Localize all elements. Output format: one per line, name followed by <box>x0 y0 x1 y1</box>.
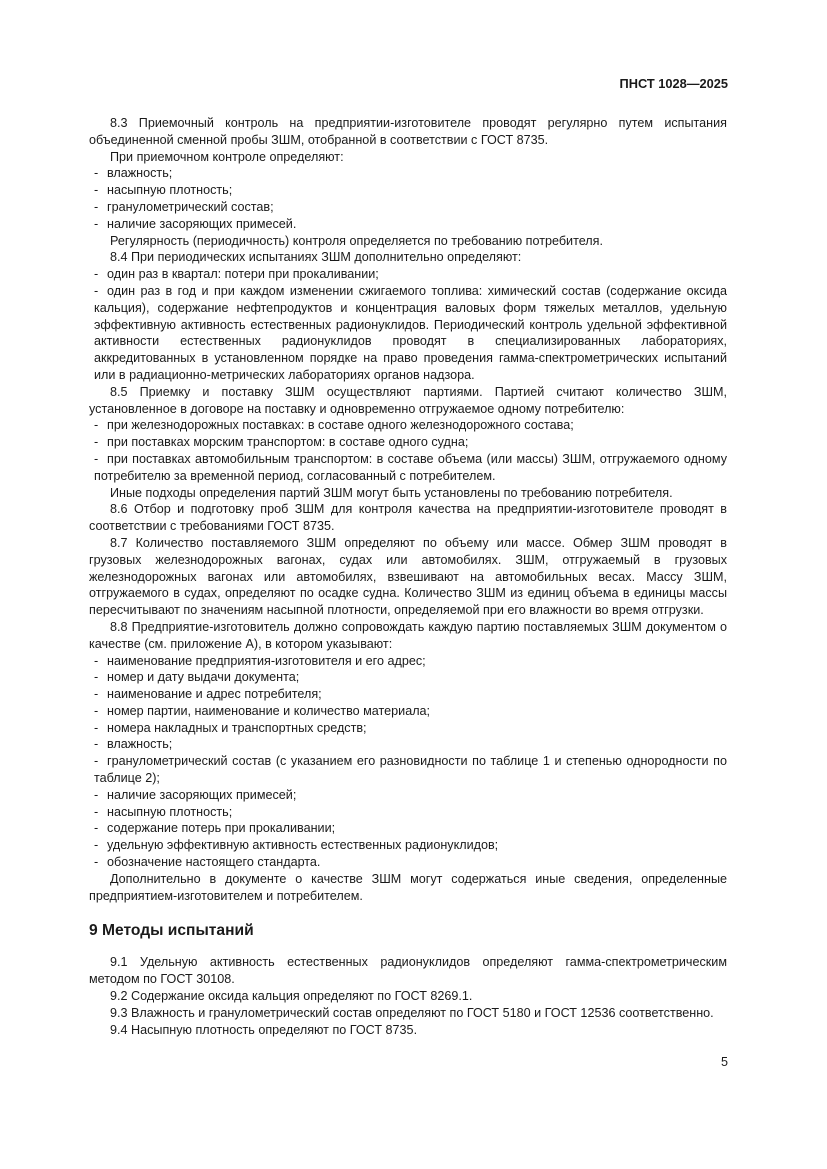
list-dash: - <box>94 720 99 735</box>
paragraph: 8.7 Количество поставляемого ЗШМ определяют по объему или массе. Обмер ЗШМ проводят в грузовых железнодорожных вагонах, судах или автомобилях. ЗШМ, отгружаемый в грузовых железнодорожных вагонах или автомобилях, взвешивают на автомобильных весах. Массу ЗШМ, отгружаемого в судах, определяют по осадке судна. Количество ЗШМ из единиц объема в единицы массы пересчитывают по значениям насыпной плотности, определяемой при его влажности во время отгрузки. <box>89 535 727 618</box>
list-item-text: один раз в год и при каждом изменении сжигаемого топлива: химический состав (содержание оксида кальция), содержание нефтепродуктов и концентрация валовых форм тяжелых металлов, удельную эффективную активность естественных радионуклидов. Периодический контроль удельной эффективной активности естественных радионуклидов проводят в специализированных лабораториях, аккредитованных в установленном порядке на право проведения гамма-спектрометрических испытаний или в радиационно-метрических лабораториях органов надзора. <box>94 283 727 382</box>
list-item-text: при поставках автомобильным транспортом: в составе объема (или массы) ЗШМ, отгружаемого одному потребителю за временной период, согласованный с потребителем. <box>94 451 727 483</box>
list-item-text: наименование предприятия-изготовителя и его адрес; <box>107 653 426 668</box>
list-item-text: насыпную плотность; <box>107 183 233 198</box>
section-heading: 9 Методы испытаний <box>89 922 254 940</box>
list-item-text: удельную эффективную активность естественных радионуклидов; <box>107 838 499 853</box>
paragraph: Дополнительно в документе о качестве ЗШМ могут содержаться иные сведения, определенные предприятием-изготовителем и потребителем. <box>89 871 727 903</box>
list-item-text: наименование и адрес потребителя; <box>107 687 322 702</box>
list-item-text: один раз в квартал: потери при прокаливании; <box>107 267 379 282</box>
list-dash: - <box>94 687 99 702</box>
list-dash: - <box>94 838 99 853</box>
paragraph: 9.1 Удельную активность естественных радионуклидов определяют гамма-спектрометрическим методом по ГОСТ 30108. <box>89 955 727 987</box>
list-dash: - <box>94 737 99 752</box>
list-dash: - <box>94 267 99 282</box>
list-item <box>89 837 727 854</box>
list-dash: - <box>94 821 99 836</box>
list-dash: - <box>94 418 99 433</box>
list-item <box>89 182 727 199</box>
list-item-text: насыпную плотность; <box>107 804 233 819</box>
list-dash: - <box>94 855 99 870</box>
list-item <box>89 669 727 686</box>
list-dash: - <box>94 199 99 214</box>
list-item <box>89 720 727 737</box>
list-item <box>89 216 727 233</box>
list-item-text: влажность; <box>107 737 173 752</box>
paragraph: 8.6 Отбор и подготовку проб ЗШМ для контроля качества на предприятии-изготовителе проводят в соответствии с требованиями ГОСТ 8735. <box>89 502 727 534</box>
list-dash: - <box>94 653 99 668</box>
list-item <box>89 703 727 720</box>
list-item <box>89 417 727 434</box>
list-item <box>89 753 727 787</box>
list-item-text: наличие засоряющих примесей. <box>107 216 297 231</box>
paragraph: 8.8 Предприятие-изготовитель должно сопровождать каждую партию поставляемых ЗШМ документом о качестве (см. приложение А), в котором указывают: <box>89 619 727 651</box>
list-dash: - <box>94 670 99 685</box>
list-dash: - <box>94 804 99 819</box>
paragraph: 8.3 Приемочный контроль на предприятии-изготовителе проводят регулярно путем испытания объединенной сменной пробы ЗШМ, отобранной в соответствии с ГОСТ 8735. <box>89 116 727 147</box>
list-dash: - <box>94 754 99 769</box>
list-dash: - <box>94 166 99 181</box>
list-item-text: гранулометрический состав; <box>107 199 274 214</box>
list-item <box>89 283 727 384</box>
paragraph: Регулярность (периодичность) контроля определяется по требованию потребителя. <box>110 233 603 248</box>
list-item-text: номера накладных и транспортных средств; <box>107 720 367 735</box>
list-item-text: при поставках морским транспортом: в составе одного судна; <box>107 435 469 450</box>
list-dash: - <box>94 451 99 466</box>
document-code: ПНСТ 1028—2025 <box>619 76 728 91</box>
list-item <box>89 787 727 804</box>
list-item-text: номер партии, наименование и количество материала; <box>107 703 431 718</box>
list-item <box>89 736 727 753</box>
document-body <box>89 115 727 1038</box>
list-item <box>89 451 727 485</box>
paragraph: 8.5 Приемку и поставку ЗШМ осуществляют партиями. Партией считают количество ЗШМ, установленное в договоре на поставку и одновременно отгружаемое одному потребителю: <box>89 384 727 416</box>
paragraph: 8.4 При периодических испытаниях ЗШМ дополнительно определяют: <box>110 250 522 265</box>
paragraph: 9.4 Насыпную плотность определяют по ГОСТ 8735. <box>110 1022 418 1037</box>
list-item <box>89 686 727 703</box>
list-item <box>89 199 727 216</box>
paragraph: При приемочном контроле определяют: <box>110 149 344 164</box>
list-dash: - <box>94 787 99 802</box>
list-dash: - <box>94 216 99 231</box>
list-item-text: обозначение настоящего стандарта. <box>107 855 321 870</box>
list-dash: - <box>94 703 99 718</box>
list-item-text: гранулометрический состав (с указанием его разновидности по таблице 1 и степенью однородности по таблице 2); <box>94 754 727 786</box>
list-dash: - <box>94 283 99 298</box>
list-item <box>89 266 727 283</box>
page-number: 5 <box>720 1055 728 1069</box>
list-item <box>89 804 727 821</box>
list-dash: - <box>94 435 99 450</box>
list-dash: - <box>94 183 99 198</box>
paragraph: 9.3 Влажность и гранулометрический состав определяют по ГОСТ 5180 и ГОСТ 12536 соответственно. <box>110 1005 714 1020</box>
paragraph: Иные подходы определения партий ЗШМ могут быть установлены по требованию потребителя. <box>110 485 673 500</box>
list-item <box>89 434 727 451</box>
list-item-text: содержание потерь при прокаливании; <box>107 821 336 836</box>
paragraph: 9.2 Содержание оксида кальция определяют по ГОСТ 8269.1. <box>110 989 473 1004</box>
list-item-text: при железнодорожных поставках: в составе одного железнодорожного состава; <box>107 418 574 433</box>
list-item <box>89 165 727 182</box>
list-item <box>89 820 727 837</box>
list-item <box>89 653 727 670</box>
list-item-text: влажность; <box>107 166 173 181</box>
list-item <box>89 854 727 871</box>
list-item-text: номер и дату выдачи документа; <box>107 670 300 685</box>
list-item-text: наличие засоряющих примесей; <box>107 787 297 802</box>
